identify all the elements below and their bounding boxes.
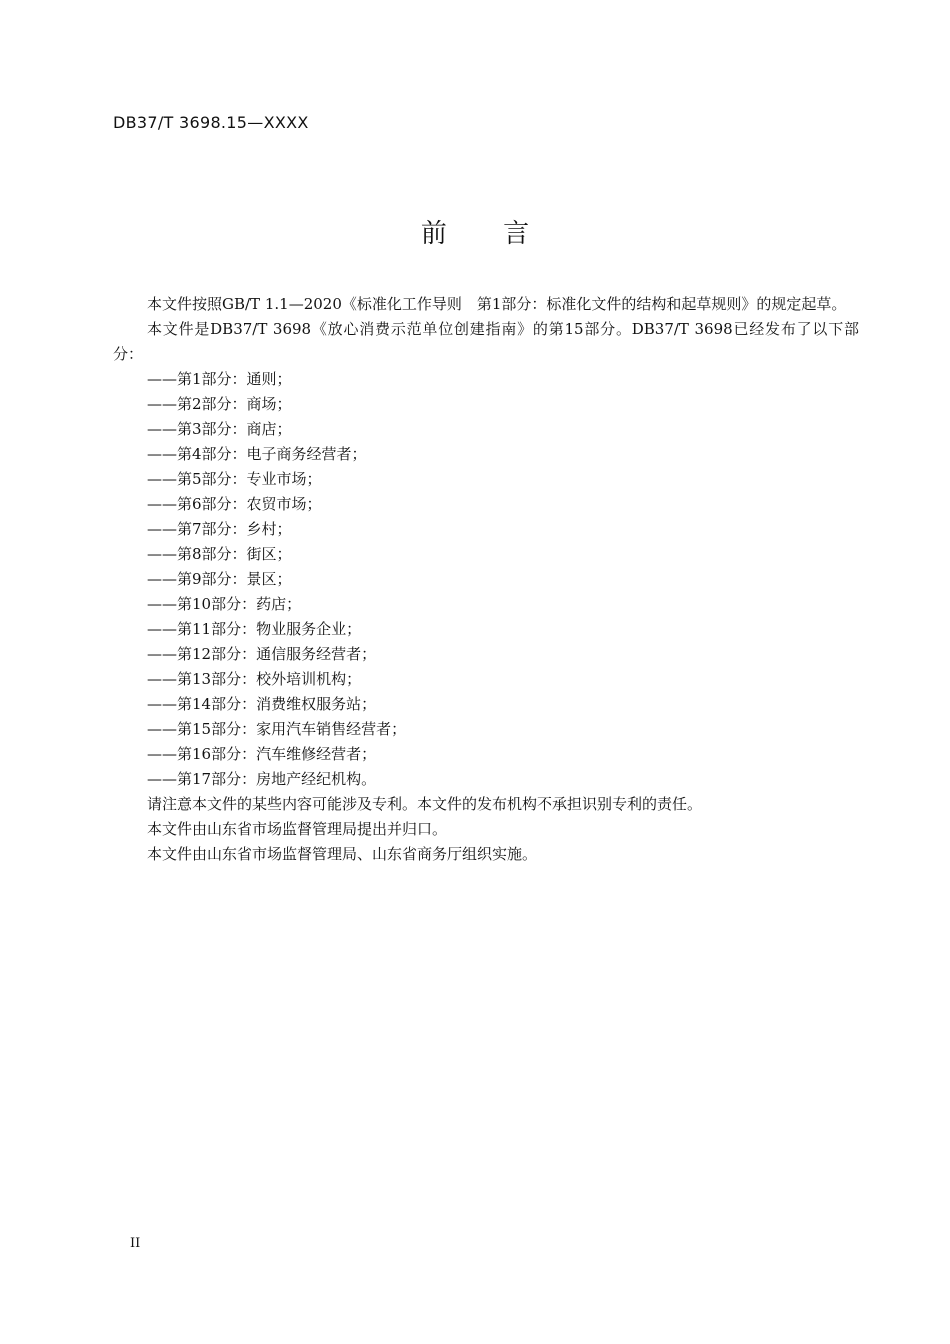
list-item: ——第15部分：家用汽车销售经营者； <box>147 720 407 738</box>
list-item: ——第11部分：物业服务企业； <box>147 620 362 638</box>
paragraph: 本文件按照GB/T 1.1—2020《标准化工作导则 第1部分：标准化文件的结构和起草规则》的规定起草。 <box>147 295 847 313</box>
paragraph: 请注意本文件的某些内容可能涉及专利。本文件的发布机构不承担识别专利的责任。 <box>147 795 703 813</box>
list-item: ——第10部分：药店； <box>147 595 302 613</box>
foreword-body <box>113 292 859 867</box>
list-item: ——第5部分：专业市场； <box>147 470 322 488</box>
list-item: ——第1部分：通则； <box>147 370 292 388</box>
list-item: ——第13部分：校外培训机构； <box>147 670 362 688</box>
paragraph: 本文件由山东省市场监督管理局提出并归口。 <box>147 820 448 838</box>
list-item: ——第9部分：景区； <box>147 570 292 588</box>
page-number: II <box>130 1236 141 1251</box>
list-item: ——第12部分：通信服务经营者； <box>147 645 377 663</box>
page-title: 前 言 <box>420 219 554 249</box>
list-item: ——第4部分：电子商务经营者； <box>147 445 367 463</box>
list-item: ——第2部分：商场； <box>147 395 292 413</box>
paragraph: 本文件是DB37/T 3698《放心消费示范单位创建指南》的第15部分。DB37/T 3698已经发布了以下部分： <box>113 320 859 363</box>
list-item: ——第8部分：街区； <box>147 545 292 563</box>
list-item: ——第3部分：商店； <box>147 420 292 438</box>
paragraph: 本文件由山东省市场监督管理局、山东省商务厅组织实施。 <box>147 845 538 863</box>
list-item: ——第7部分：乡村； <box>147 520 292 538</box>
document-header-code: DB37/T 3698.15—XXXX <box>113 113 309 132</box>
list-item: ——第14部分：消费维权服务站； <box>147 695 377 713</box>
list-item: ——第17部分：房地产经纪机构。 <box>147 770 377 788</box>
list-item: ——第6部分：农贸市场； <box>147 495 322 513</box>
parts-list <box>113 367 859 792</box>
list-item: ——第16部分：汽车维修经营者； <box>147 745 377 763</box>
